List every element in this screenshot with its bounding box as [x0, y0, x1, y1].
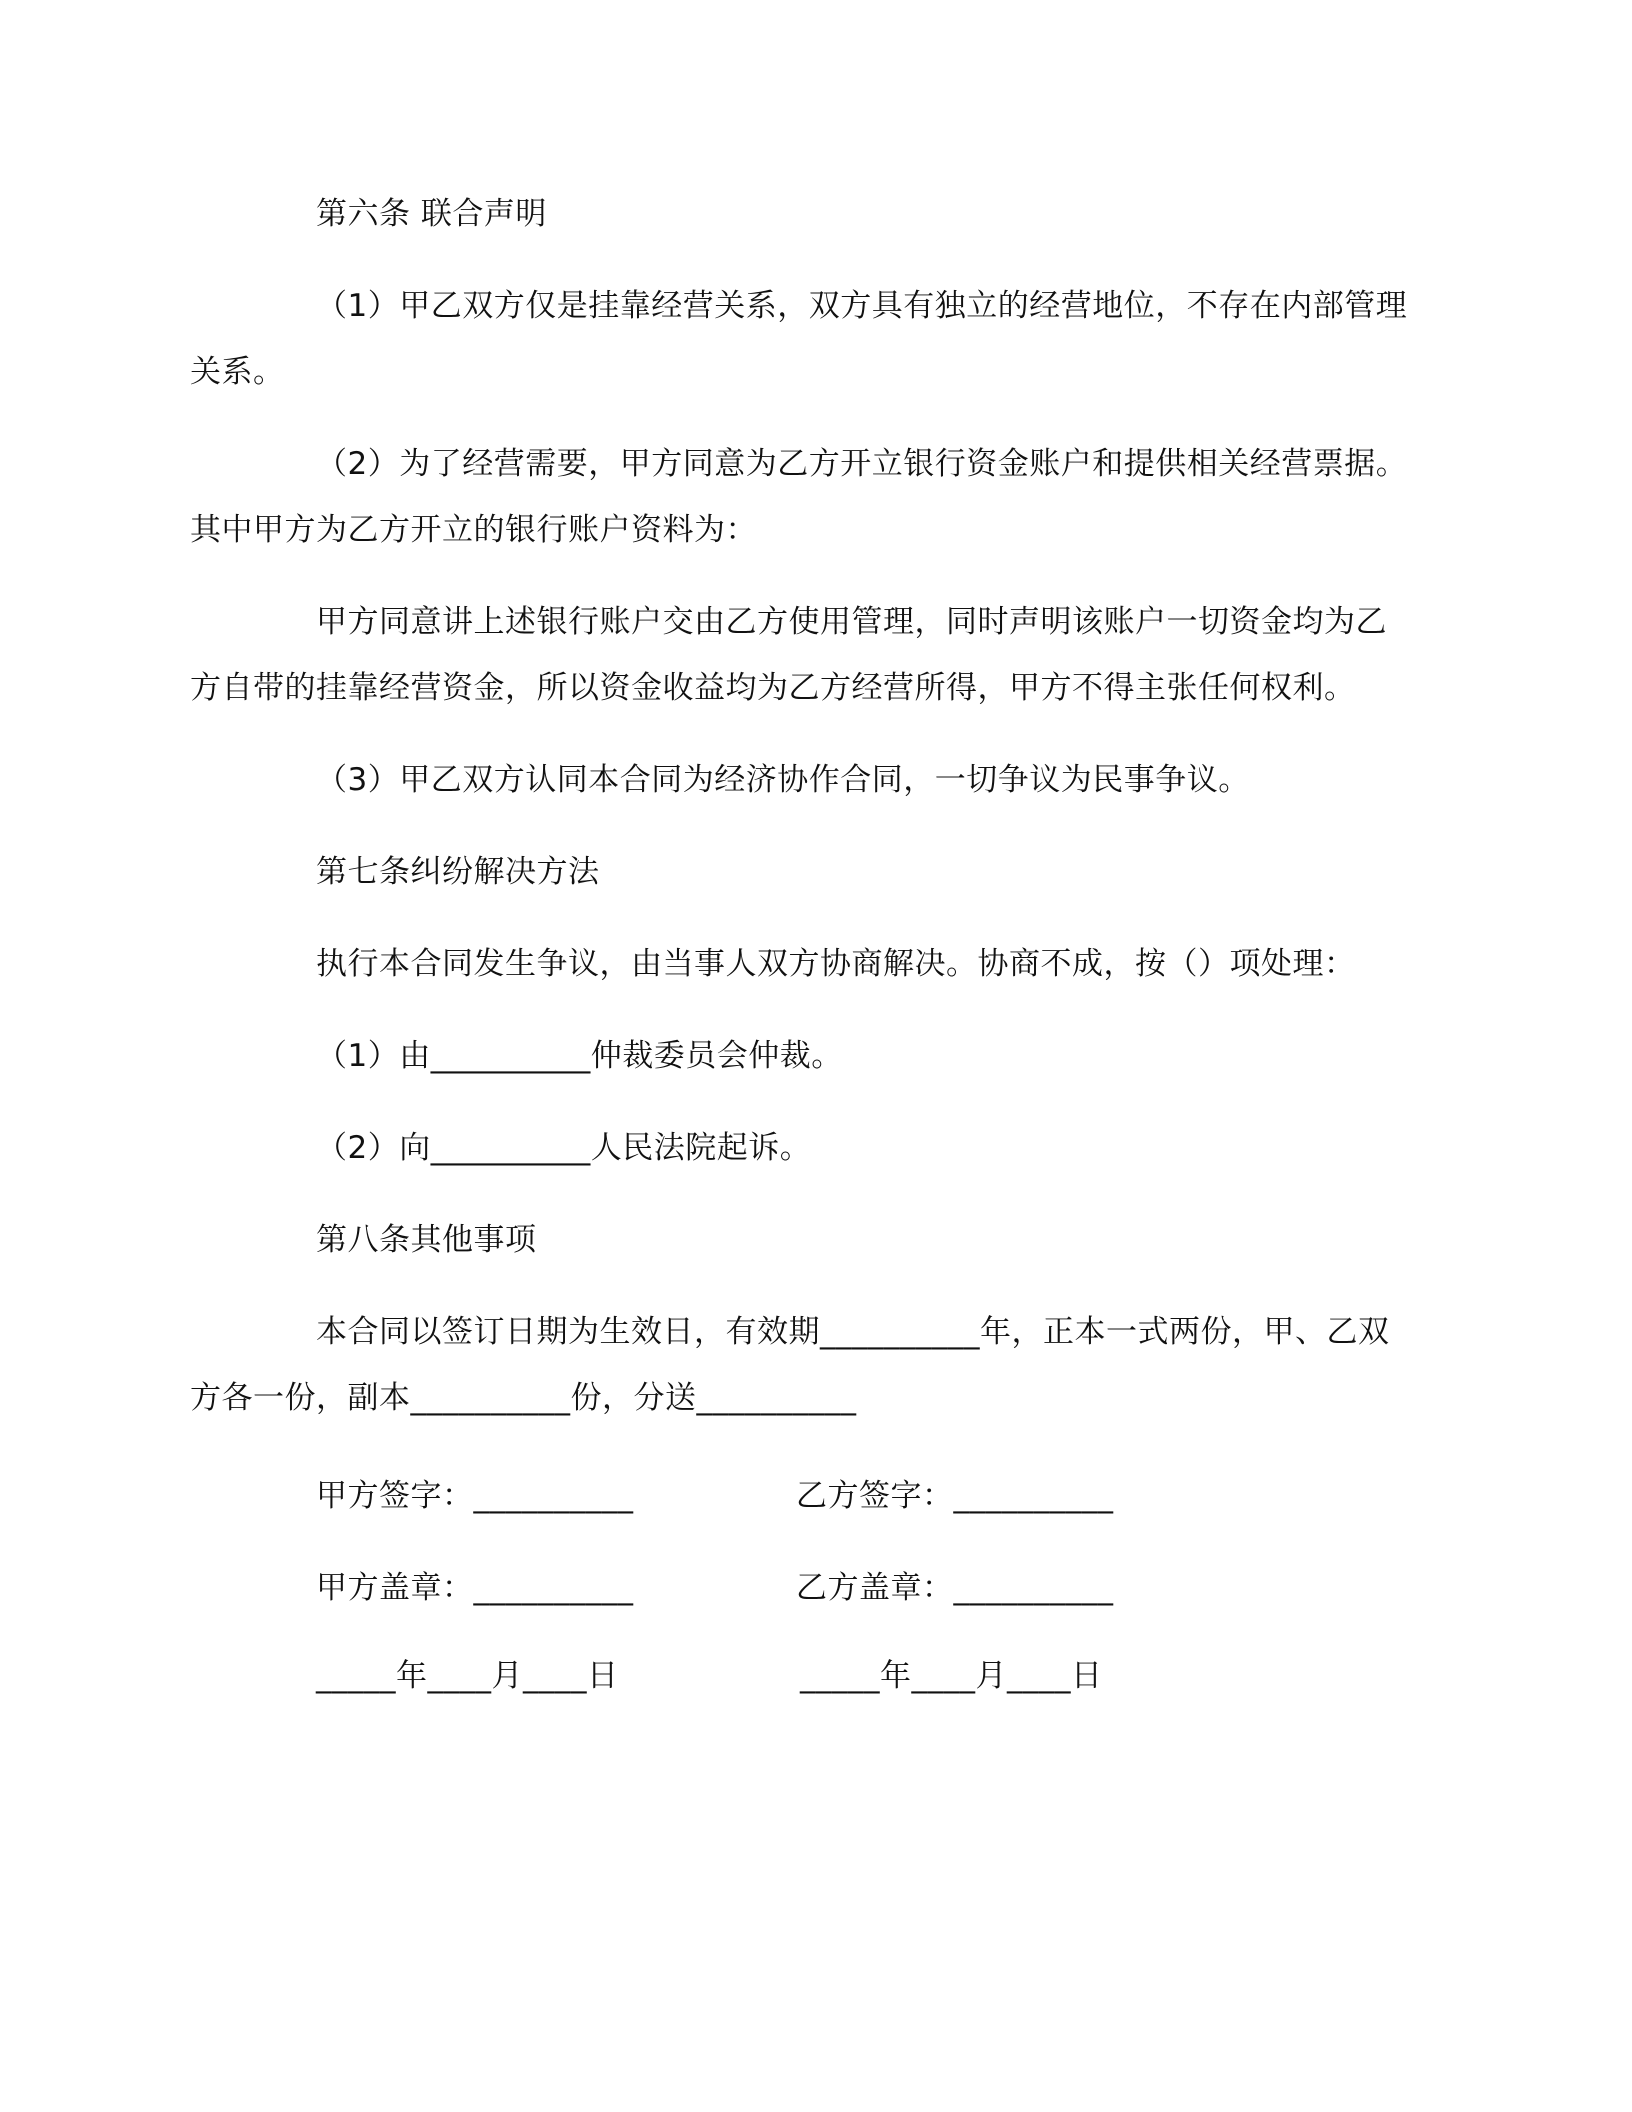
- article-6-heading: 第六条 联合声明: [316, 196, 547, 232]
- party-a-signature: 甲方签字：__________: [316, 1478, 634, 1514]
- article-7-option-1: （1）由__________仲裁委员会仲裁。: [316, 1038, 843, 1074]
- article-6-item-1-line-2: 关系。: [190, 354, 285, 390]
- party-a-seal: 甲方盖章：__________: [316, 1570, 634, 1606]
- article-6-item-2-line-2: 其中甲方为乙方开立的银行账户资料为：: [190, 512, 757, 548]
- article-7-option-2: （2）向__________人民法院起诉。: [316, 1130, 812, 1166]
- party-b-seal: 乙方盖章：__________: [796, 1570, 1114, 1606]
- article-6-paragraph-line-1: 甲方同意讲上述银行账户交由乙方使用管理，同时声明该账户一切资金均为乙: [316, 604, 1387, 640]
- article-6-item-2-line-1: （2）为了经营需要，甲方同意为乙方开立银行资金账户和提供相关经营票据。: [316, 446, 1408, 482]
- article-7-intro: 执行本合同发生争议，由当事人双方协商解决。协商不成，按（）项处理：: [316, 946, 1356, 982]
- article-8-text-line-2: 方各一份，副本__________份，分送__________: [190, 1380, 857, 1416]
- party-b-signature: 乙方签字：__________: [796, 1478, 1114, 1514]
- article-7-heading: 第七条纠纷解决方法: [316, 854, 600, 890]
- article-6-paragraph-line-2: 方自带的挂靠经营资金，所以资金收益均为乙方经营所得，甲方不得主张任何权利。: [190, 670, 1356, 706]
- article-6-item-1-line-1: （1）甲乙双方仅是挂靠经营关系，双方具有独立的经营地位，不存在内部管理: [316, 288, 1408, 324]
- article-6-item-3: （3）甲乙双方认同本合同为经济协作合同，一切争议为民事争议。: [316, 762, 1250, 798]
- party-b-date: _____年____月____日: [800, 1658, 1103, 1694]
- party-a-date: _____年____月____日: [316, 1658, 619, 1694]
- article-8-text-line-1: 本合同以签订日期为生效日，有效期__________年，正本一式两份，甲、乙双: [316, 1314, 1390, 1350]
- article-8-heading: 第八条其他事项: [316, 1222, 537, 1258]
